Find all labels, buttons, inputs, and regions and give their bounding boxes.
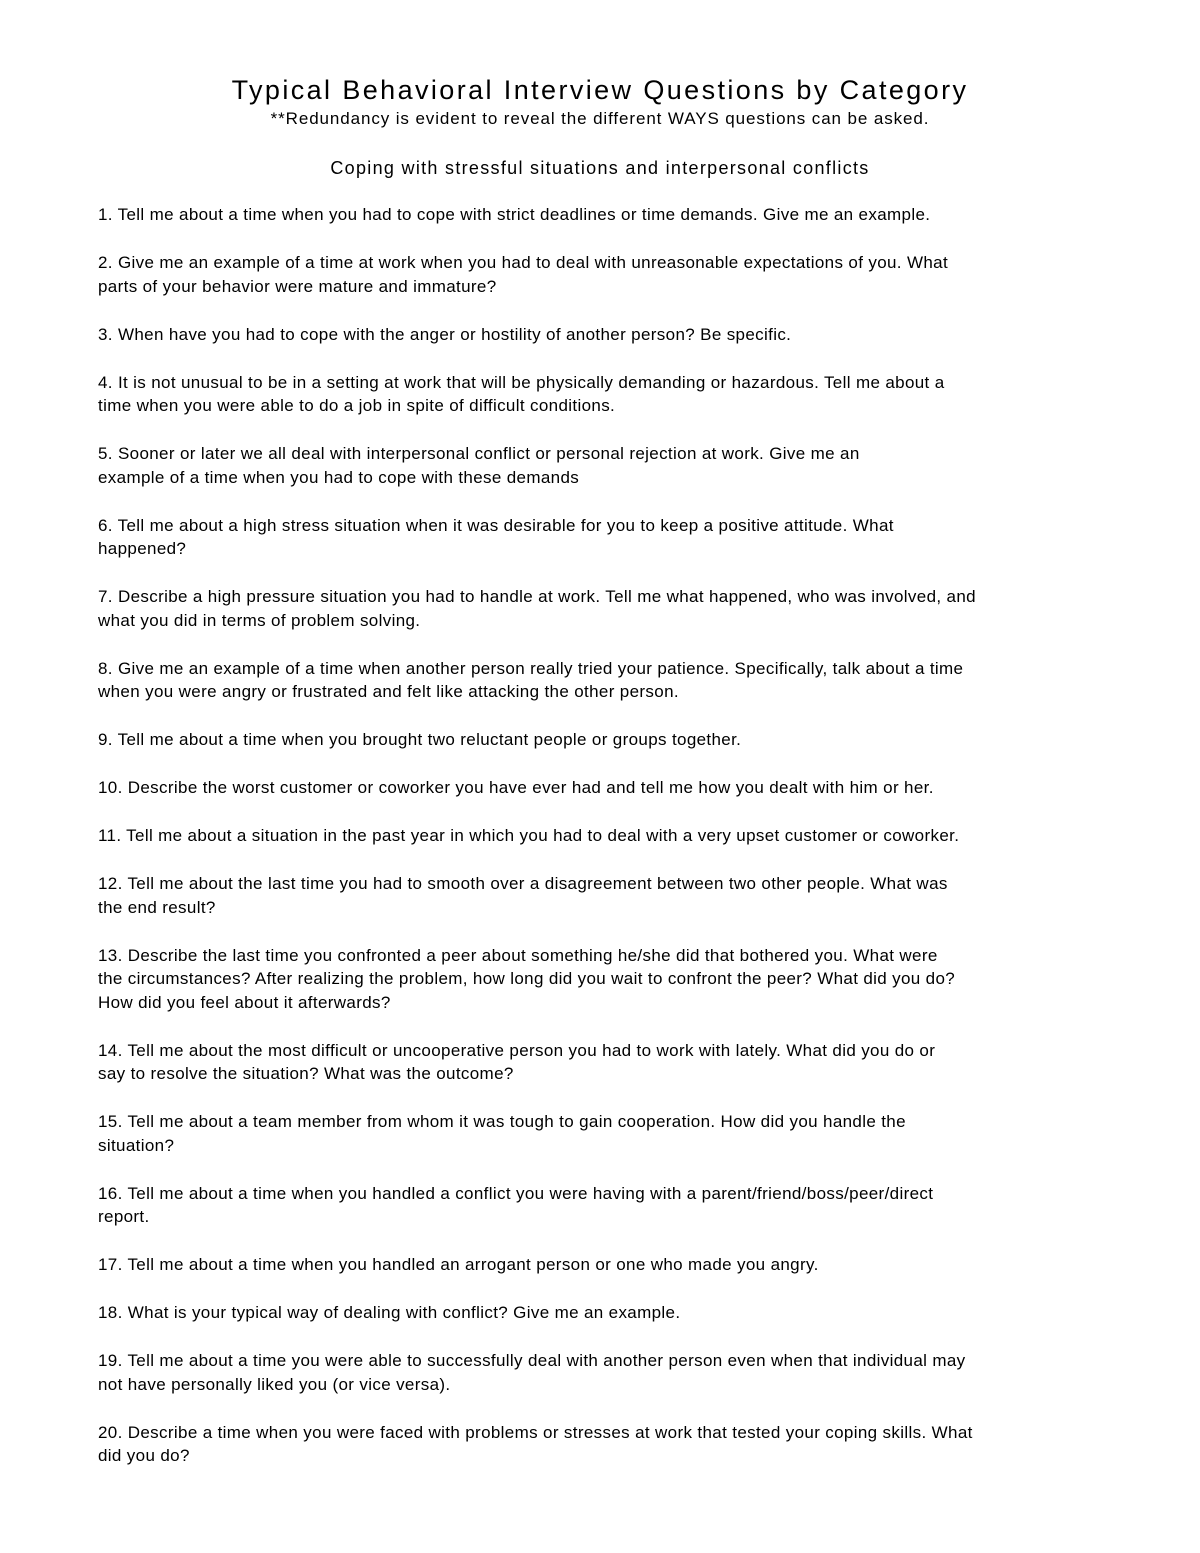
question-item: 3. When have you had to cope with the anger or hostility of another person? Be specific. xyxy=(98,324,792,344)
question-item: 10. Describe the worst customer or coworker you have ever had and tell me how you dealt with him or her. xyxy=(98,778,934,797)
question-item: 4. It is not unusual to be in a setting at work that will be physically demanding or hazardous. Tell me about a time when you were able to do a job in spite of difficult conditions. xyxy=(98,372,945,415)
question-item: 1. Tell me about a time when you had to cope with strict deadlines or time demands. Give me an example. xyxy=(98,205,931,224)
question-item: 17. Tell me about a time when you handled an arrogant person or one who made you angry. xyxy=(98,1255,819,1274)
question-item: 14. Tell me about the most difficult or uncooperative person you had to work with lately. What did you do or say to resolve the situation? What was the outcome? xyxy=(98,1040,936,1083)
question-item: 6. Tell me about a high stress situation when it was desirable for you to keep a positive attitude. What happened? xyxy=(98,515,894,558)
question-item: 13. Describe the last time you confronted a peer about something he/she did that bothered you. What were the circumstances? After realizing the problem, how long did you wait to confront the peer? What did you do? How did you feel about it afterwards? xyxy=(98,945,956,1012)
question-item: 12. Tell me about the last time you had to smooth over a disagreement between two other people. What was the end result? xyxy=(98,874,948,917)
question-list xyxy=(98,203,1108,1492)
question-item: 2. Give me an example of a time at work when you had to deal with unreasonable expectations of you. What parts of your behavior were mature and immature? xyxy=(98,253,949,296)
question-item: 19. Tell me about a time you were able to successfully deal with another person even when that individual may not have personally liked you (or vice versa). xyxy=(98,1351,966,1394)
section-heading: Coping with stressful situations and interpersonal conflicts xyxy=(330,158,870,178)
question-item: 15. Tell me about a team member from whom it was tough to gain cooperation. How did you handle the situation? xyxy=(98,1112,906,1155)
page-title: Typical Behavioral Interview Questions by Category xyxy=(231,75,969,105)
question-item: 16. Tell me about a time when you handled a conflict you were having with a parent/friend/boss/peer/direct report. xyxy=(98,1183,934,1226)
question-item: 7. Describe a high pressure situation you had to handle at work. Tell me what happened, who was involved, and what you did in terms of problem solving. xyxy=(98,587,976,630)
question-item: 11. Tell me about a situation in the past year in which you had to deal with a very upset customer or coworker. xyxy=(98,826,960,845)
question-item: 20. Describe a time when you were faced with problems or stresses at work that tested your coping skills. What did you do? xyxy=(98,1422,973,1465)
question-item: 9. Tell me about a time when you brought two reluctant people or groups together. xyxy=(98,730,742,749)
page-subtitle: **Redundancy is evident to reveal the different WAYS questions can be asked. xyxy=(270,109,930,128)
question-item: 8. Give me an example of a time when another person really tried your patience. Specifically, talk about a time when you were angry or frustrated and felt like attacking the other person. xyxy=(98,658,964,701)
question-item: 5. Sooner or later we all deal with interpersonal conflict or personal rejection at work. Give me an example of a time when you had to cope with these demands xyxy=(98,444,860,487)
question-item: 18. What is your typical way of dealing with conflict? Give me an example. xyxy=(98,1303,681,1322)
